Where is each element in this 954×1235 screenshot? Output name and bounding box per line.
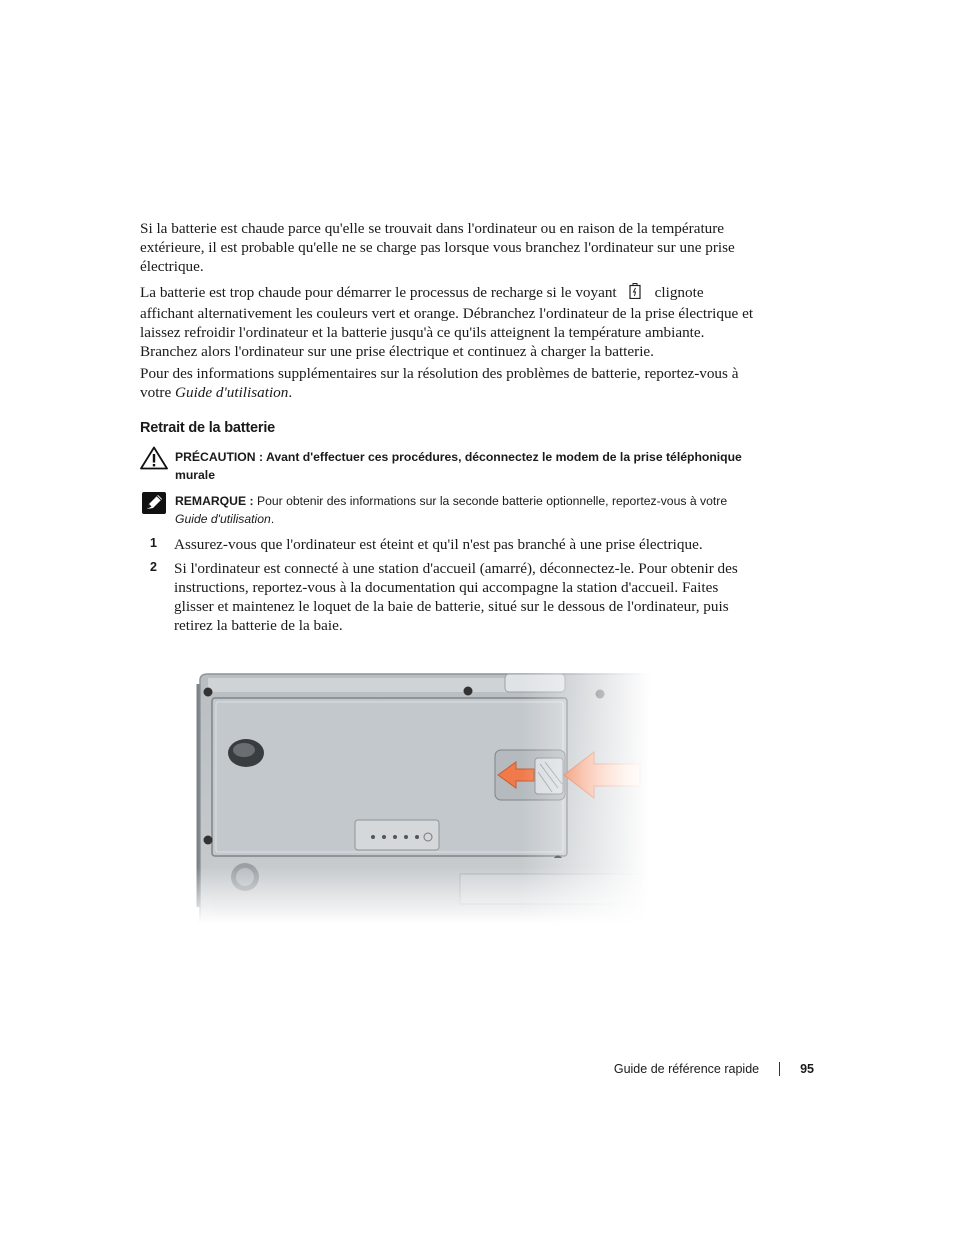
battery-removal-illustration [190, 662, 650, 929]
battery-status-icon [629, 283, 641, 304]
footer-separator [779, 1062, 780, 1076]
section-title: Retrait de la batterie [140, 420, 276, 436]
note-label: REMARQUE : [175, 494, 254, 508]
page-number: 95 [800, 1062, 814, 1076]
step-text: Si l'ordinateur est connecté à une station d'accueil (amarré), déconnectez-le. Pour obtenir des instructions, reportez-vous à la documentation qui accompagne la station d'accueil. Faites glisser et maintenez le loquet de la baie de batterie, situé sur le dessous de l'ordinateur, puis retirez la batterie de la baie. [174, 560, 738, 634]
paragraph-more-info-text: Pour des informations supplémentaires sur la résolution des problèmes de batterie, reportez-vous à votre [140, 365, 739, 401]
note-end: . [270, 512, 275, 526]
paragraph-more-info [140, 364, 758, 402]
paragraph-more-info-end: . [288, 384, 293, 401]
note-text: Pour obtenir des informations sur la seconde batterie optionnelle, reportez-vous à votre [256, 494, 728, 508]
paragraph-too-hot-part1: La batterie est trop chaude pour démarrer le processus de recharge si le voyant [140, 284, 617, 301]
caution-label: PRÉCAUTION : [175, 450, 264, 464]
step-number: 1 [150, 536, 157, 550]
note-user-guide: Guide d'utilisation [175, 512, 271, 526]
page-footer [614, 1062, 814, 1076]
step-text: Assurez-vous que l'ordinateur est éteint et qu'il n'est pas branché à une prise électrique. [174, 536, 703, 553]
caution-text: Avant d'effectuer ces procédures, déconnectez le modem de la prise téléphonique murale [175, 450, 742, 482]
warning-triangle-icon [140, 446, 168, 475]
paragraph-too-hot-part2: clignote affichant alternativement les couleurs vert et orange. Débranchez l'ordinateur de la prise électrique et laissez refroidir l'ordinateur et la batterie jusqu'à ce qu'ils atteignent la température ambiante. Branchez alors l'ordinateur sur une prise électrique et continuez à charger la batterie. [140, 284, 754, 360]
pencil-note-icon [142, 492, 166, 519]
footer-title: Guide de référence rapide [613, 1062, 760, 1076]
user-guide-reference: Guide d'utilisation [175, 384, 289, 401]
paragraph-too-hot [140, 283, 758, 361]
paragraph-hot-battery: Si la batterie est chaude parce qu'elle se trouvait dans l'ordinateur ou en raison de la température extérieure, il est probable qu'elle ne se charge pas lorsque vous branchez l'ordinateur sur une prise électrique. [140, 220, 735, 275]
step-number: 2 [150, 560, 157, 574]
